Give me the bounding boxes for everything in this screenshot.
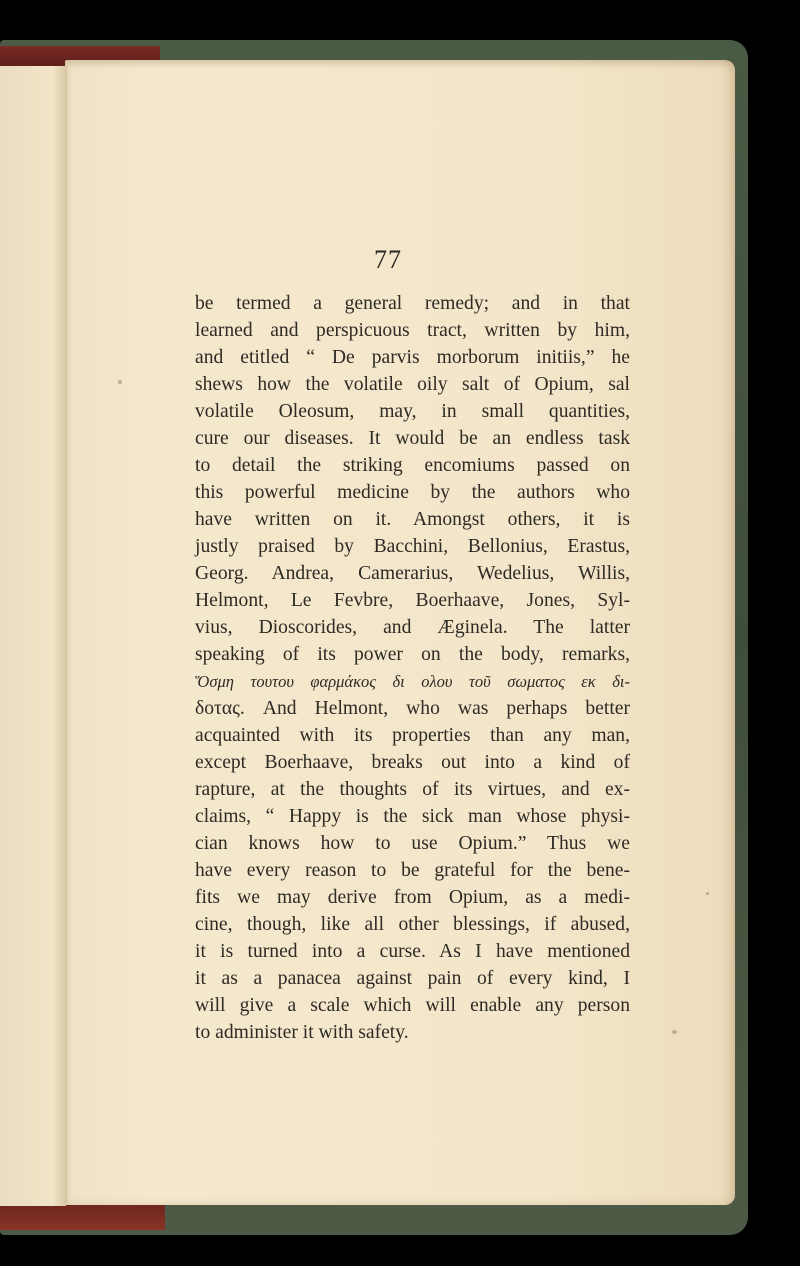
text-line: it as a panacea against pain of every kind, I — [195, 968, 630, 989]
text-line: cian knows how to use Opium.” Thus we — [195, 833, 630, 854]
text-line: Georg. Andrea, Camerarius, Wedelius, Willis, — [195, 563, 630, 584]
text-line: shews how the volatile oily salt of Opium, sal — [195, 374, 630, 395]
text-line: cure our diseases. It would be an endless task — [195, 428, 630, 449]
text-line: be termed a general remedy; and in that — [195, 293, 630, 314]
text-line: will give a scale which will enable any person — [195, 995, 630, 1016]
paper-speck — [118, 380, 122, 384]
text-line: claims, “ Happy is the sick man whose physi- — [195, 806, 630, 827]
text-line: and etitled “ De parvis morborum initiis,” he — [195, 347, 630, 368]
text-line: have written on it. Amongst others, it is — [195, 509, 630, 530]
gutter-page-edge — [0, 66, 66, 1206]
page-body-text — [195, 290, 630, 1046]
text-line: δοτας. And Helmont, who was perhaps better — [195, 698, 630, 719]
text-line: learned and perspicuous tract, written by him, — [195, 320, 630, 341]
paper-speck — [706, 892, 709, 895]
text-line: rapture, at the thoughts of its virtues, and ex- — [195, 779, 630, 800]
text-line: this powerful medicine by the authors who — [195, 482, 630, 503]
text-line: except Boerhaave, breaks out into a kind of — [195, 752, 630, 773]
page-number: 77 — [374, 245, 402, 274]
text-line: volatile Oleosum, may, in small quantities, — [195, 401, 630, 422]
text-line: cine, though, like all other blessings, if abused, — [195, 914, 630, 935]
text-line: have every reason to be grateful for the bene- — [195, 860, 630, 881]
text-line: to administer it with safety. — [195, 1022, 409, 1043]
text-line: Helmont, Le Fevbre, Boerhaave, Jones, Syl- — [195, 590, 630, 611]
greek-quote-line: Ὅσμη τουτου φαρμάκος δι ολου τοῦ σωματος εκ δι- — [195, 672, 630, 691]
text-line: to detail the striking encomiums passed on — [195, 455, 630, 476]
text-line: vius, Dioscorides, and Æginela. The latter — [195, 617, 630, 638]
text-line: it is turned into a curse. As I have mentioned — [195, 941, 630, 962]
paper-speck — [672, 1030, 677, 1034]
text-line: justly praised by Bacchini, Bellonius, Erastus, — [195, 536, 630, 557]
text-line: fits we may derive from Opium, as a medi- — [195, 887, 630, 908]
text-line: speaking of its power on the body, remarks, — [195, 644, 630, 665]
text-line: acquainted with its properties than any man, — [195, 725, 630, 746]
